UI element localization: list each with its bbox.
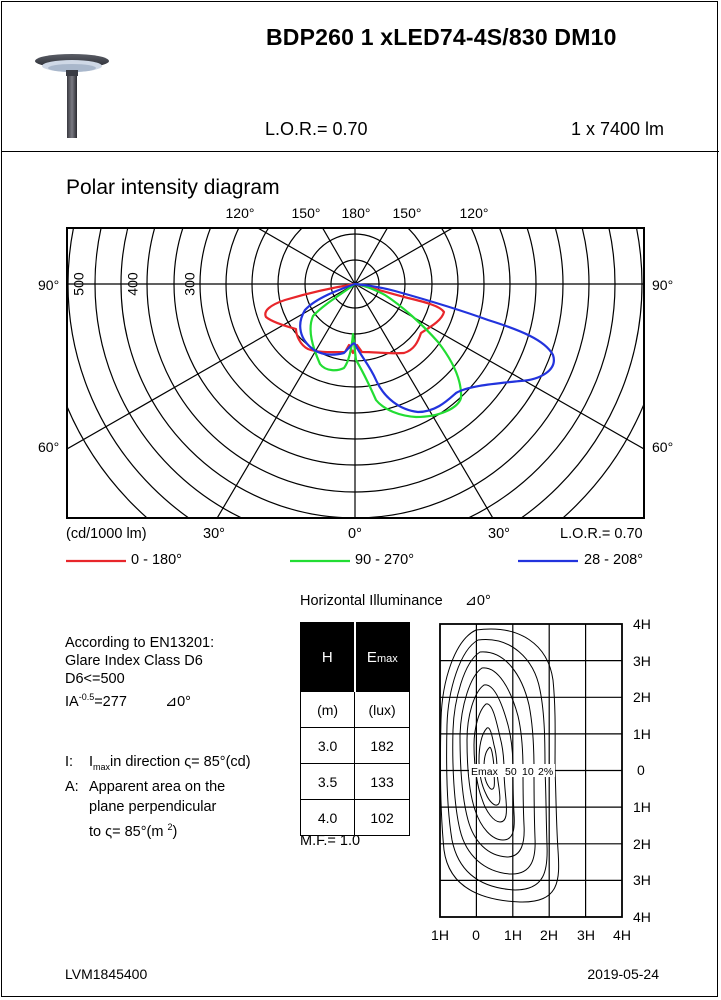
- angle-label-left-60: 60°: [38, 439, 60, 455]
- document-code: LVM1845400: [65, 966, 148, 982]
- isolux-diagram: [420, 612, 670, 947]
- angle-label-left-90: 90°: [38, 277, 60, 293]
- contour-label-10: 10: [522, 766, 534, 778]
- header-separator: [1, 151, 719, 152]
- y-label-0: 0: [637, 762, 645, 778]
- contour-label-2: 2%: [538, 766, 554, 778]
- maintenance-factor: M.F.= 1.0: [300, 833, 361, 849]
- angle-label-top-180: 180°: [341, 205, 371, 221]
- note-a-line2: plane perpendicular: [89, 798, 217, 815]
- x-label-2h: 2H: [540, 927, 558, 943]
- angle-label-bottom-30-left: 30°: [203, 526, 225, 542]
- y-label-1h-top: 1H: [633, 726, 651, 742]
- note-a-line3: to ς= 85°(m $^2$): [89, 821, 178, 840]
- polar-unit-label: (cd/1000 lm): [66, 526, 147, 542]
- light-output-ratio: L.O.R.= 0.70: [265, 119, 368, 139]
- radial-label-300: 300: [181, 272, 198, 296]
- angle-label-top-150-right: 150°: [392, 205, 422, 221]
- glare-limit: D6<=500: [65, 671, 125, 687]
- angle-label-bottom-0: 0°: [348, 526, 362, 542]
- x-label-1h-left: 1H: [431, 927, 449, 943]
- table-row: 3.0 182: [301, 728, 410, 764]
- y-label-1h-bottom: 1H: [633, 799, 651, 815]
- note-i: I: $I_{max}in$ direction ς= 85°(cd): [65, 754, 251, 772]
- polar-lor-label: L.O.R.= 0.70: [560, 526, 643, 542]
- angle-icon: ⊿: [164, 693, 178, 710]
- legend-0-180: 0 - 180°: [131, 552, 182, 568]
- illuminance-table: [300, 622, 410, 836]
- luminous-flux: 1 x 7400 lm: [570, 119, 664, 139]
- product-title: BDP260 1 xLED74-4S/830 DM10: [266, 24, 617, 50]
- radial-label-500: 500: [70, 272, 87, 296]
- x-label-0: 0: [472, 927, 480, 943]
- y-label-3h-bottom: 3H: [633, 872, 651, 888]
- horizontal-illuminance-title: Horizontal Illuminance ⊿0°: [300, 593, 491, 609]
- y-label-2h-top: 2H: [633, 689, 651, 705]
- glare-standard: According to EN13201:: [65, 635, 215, 651]
- glare-ia: $IA^{-0.5}=277$ ⊿0°: [65, 692, 191, 710]
- y-label-2h-bottom: 2H: [633, 836, 651, 852]
- contour-label-emax: Emax: [471, 766, 498, 778]
- y-label-3h-top: 3H: [633, 653, 651, 669]
- y-label-4h-top: 4H: [633, 616, 651, 632]
- x-label-1h: 1H: [504, 927, 522, 943]
- glare-info: [65, 634, 214, 711]
- angle-label-top-120-right: 120°: [459, 205, 489, 221]
- unit-h: (m): [301, 692, 355, 728]
- notes: [65, 752, 251, 842]
- note-a: A: Apparent area on the: [65, 778, 226, 795]
- polar-diagram-title: Polar intensity diagram: [66, 176, 280, 199]
- x-label-4h: 4H: [613, 927, 631, 943]
- angle-label-bottom-30-right: 30°: [488, 526, 510, 542]
- legend-90-270: 90 - 270°: [355, 552, 415, 568]
- angle-label-right-60: 60°: [652, 439, 674, 455]
- column-h: H: [301, 623, 355, 692]
- x-label-3h: 3H: [577, 927, 595, 943]
- luminaire-pictogram: [32, 44, 116, 140]
- table-row: 4.0 102: [301, 800, 410, 836]
- angle-label-top-150-left: 150°: [291, 205, 321, 221]
- contour-label-50: 50: [505, 766, 517, 778]
- polar-intensity-diagram: [0, 195, 721, 525]
- glare-class: Glare Index Class D6: [65, 653, 203, 669]
- angle-label-top-120-left: 120°: [225, 205, 255, 221]
- y-label-4h-bottom: 4H: [633, 909, 651, 925]
- angle-label-right-90: 90°: [652, 277, 674, 293]
- angle-icon: ⊿: [464, 593, 477, 609]
- radial-label-400: 400: [124, 272, 141, 296]
- column-emax: Emax: [355, 623, 410, 692]
- legend-28-208: 28 - 208°: [584, 552, 644, 568]
- document-date: 2019-05-24: [587, 966, 659, 982]
- unit-e: (lux): [355, 692, 410, 728]
- table-row: 3.5 133: [301, 764, 410, 800]
